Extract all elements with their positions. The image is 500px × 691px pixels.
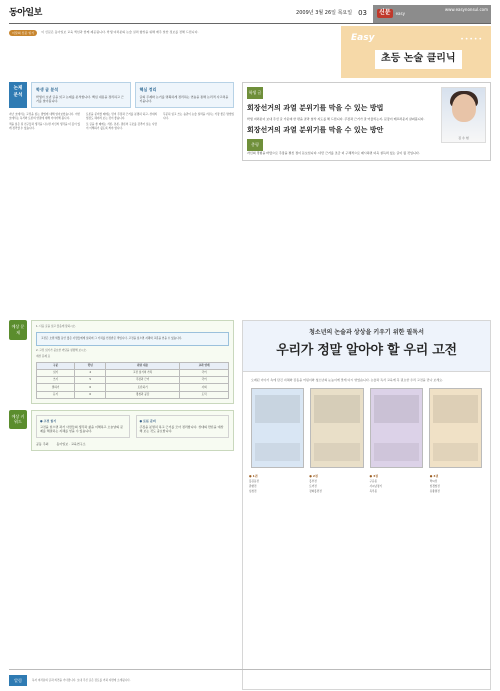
expected-keywords (9, 410, 234, 451)
book-covers (251, 388, 482, 468)
site-url[interactable]: www.easynonsul.com (444, 7, 488, 12)
left-column (9, 82, 234, 312)
expected-questions-panel (31, 320, 234, 404)
table-header: 교과 연계 (180, 363, 229, 370)
book-list-item: 유충렬전 (429, 489, 440, 493)
book-cover[interactable] (429, 388, 482, 468)
panel-2-title: 핵심 정리 (139, 87, 157, 92)
table-cell: 도덕 (180, 391, 229, 398)
issue-date: 2009년 3월 26일 목요일 (296, 9, 353, 16)
analysis-panel-2 (135, 82, 235, 108)
notice-badge: 이달의 신문 읽기 (9, 30, 37, 36)
book-list-item: 심청전 (249, 489, 257, 493)
masthead (9, 4, 491, 24)
sponsor (36, 442, 229, 446)
expected-questions (9, 320, 234, 404)
keyword-box-2-text: 주장을 분명히 하고 근거를 모아 정리합니다. 상대의 반론을 예상해 보는 것도 중요합니다. (139, 424, 224, 434)
book-list (370, 474, 424, 495)
table-cell: 4 (75, 370, 106, 377)
book-list-item: 구운몽 (369, 480, 378, 484)
book-cover[interactable] (310, 388, 363, 468)
book-list-items (309, 480, 363, 493)
panel-1-text: 학생이 보낸 글을 읽고 논제를 분석합니다. 핵심 내용을 정리하고 근거를 찾아봅니다. (36, 94, 124, 104)
analysis-panel-1 (31, 82, 131, 108)
dots-decoration: ••••• (460, 36, 483, 43)
expected-keywords-panel (31, 410, 234, 451)
table-cell: 고전 읽기의 가치 (106, 370, 180, 377)
essay-headline-2: 회장선거의 과열 분위기를 막을 수 있는 방안 (247, 126, 384, 135)
article-body (9, 113, 234, 130)
easy-panel (341, 26, 491, 78)
lower-left (9, 320, 234, 690)
book-promo (242, 320, 491, 690)
book-art (255, 395, 300, 423)
book-list-items (430, 480, 484, 493)
article-paragraph: 책을 읽은 뒤 친구들과 생각을 나누면 자신의 생각을 더 깊이 있게 정리할 수 있습니다. (9, 122, 80, 130)
table-header-row (37, 363, 229, 370)
review-text: 자신의 경험을 바탕으로 주장을 펼친 점이 돋보입니다. 다만 근거를 조금 더 구체적으로 제시하면 더욱 설득력 있는 글이 될 것입니다. (247, 151, 420, 156)
book-list (249, 474, 303, 495)
table-row (37, 377, 229, 384)
brand-badge: 신문 (379, 9, 391, 17)
analysis-box (9, 82, 234, 108)
keyword-box-1 (36, 415, 130, 438)
author-face (452, 94, 476, 122)
brand-text: easy (395, 10, 405, 16)
review-label: 총평 (247, 139, 263, 151)
right-column (242, 82, 491, 312)
question-2: 2. 고전 읽기가 중요한 까닭을 설명해 보시오. (36, 348, 87, 352)
book-lists (243, 474, 490, 495)
table-header: 관련 내용 (106, 363, 180, 370)
promo-description: 오래된 이야기 속에 담긴 지혜와 감동을 어린이와 청소년의 눈높이에 맞게 다시 엮었습니다. 논술과 독서 교육에 꼭 필요한 우리 고전을 만나 보세요. (251, 377, 443, 382)
author-name: 김 수 현 (458, 135, 469, 140)
book-list-item: 장화홍련전 (309, 489, 322, 493)
article-paragraph: 지난 호에서는 고전을 읽는 방법에 대해 알아보았습니다. 이번 호에서는 독서와 토론의 연결에 대해 이야기해 봅니다. (9, 113, 80, 121)
promo-header (243, 321, 490, 372)
footer-text: 독자 여러분의 글과 의견을 기다립니다. 보내 주신 글은 검토를 거쳐 지면에 소개됩니다. (32, 678, 131, 682)
table-row (37, 370, 229, 377)
book-list-title: ● 1권 (249, 473, 258, 478)
book-art (374, 443, 419, 461)
book-list-item: 임경업전 (429, 484, 440, 488)
question-1-quote: 고전은 오랜 세월 동안 많은 사람들에게 읽히며 그 가치를 인정받은 책입니다. 고전을 읽으면 지혜와 교훈을 얻을 수 있습니다. (36, 332, 229, 346)
book-list-title: ● 3권 (369, 473, 379, 478)
book-art (433, 395, 478, 423)
book-list (309, 474, 363, 495)
book-list-items (249, 480, 303, 493)
banner-left (9, 26, 341, 78)
book-list-item: 홍길동전 (249, 480, 260, 484)
article-paragraph: 또 글을 쓸 때에는 서론, 본론, 결론의 구조를 갖추어 읽는 사람이 이해하기 쉽도록 써야 합니다. (86, 122, 157, 130)
book-list (430, 474, 484, 495)
book-list-item: 사씨남정기 (369, 484, 383, 488)
main-section (9, 82, 491, 312)
table-caption: 예상 문제 표 (36, 355, 51, 359)
book-list-item: 박씨전 (429, 480, 438, 484)
notice-row (9, 30, 341, 36)
newspaper-logo: 동아일보 (9, 7, 42, 18)
table-row (37, 384, 229, 391)
book-list-title: ● 4권 (429, 473, 439, 478)
lower-section (9, 320, 491, 690)
table-header: 학년 (75, 363, 106, 370)
article-paragraph: 토론을 준비할 때에는 먼저 주장과 근거를 분명히 하고, 상대의 입장도 헤아려 보는 것이 좋습니다. (86, 113, 157, 121)
panel-1-title: 학생 글 분석 (36, 87, 59, 92)
author-photo (441, 87, 486, 143)
promo-title: 우리가 정말 알아야 할 우리 고전 (276, 342, 457, 358)
keyword-boxes (36, 415, 229, 438)
book-art (314, 443, 359, 461)
keyword-box-1-title: ● 고전 읽기 (40, 418, 57, 423)
essay-headline-1: 회장선거의 과열 분위기를 막을 수 있는 방법 (247, 103, 384, 112)
panel-2-text: 글의 주제와 논거를 명확하게 정리하는 연습을 통해 논리적 사고력을 키웁니다. (139, 94, 229, 104)
table-cell: 말하기 (37, 384, 75, 391)
table-cell: 6 (75, 384, 106, 391)
banner (9, 26, 491, 78)
book-art (314, 395, 359, 423)
essay-text-1: 학생 여러분이 보내 주신 글 가운데 한 편을 골라 첨삭 지도를 해 드립니다. 주장과 근거가 잘 어울리는지, 문장이 매끄러운지 살펴봅니다. (247, 116, 425, 121)
column-title: 초등 논술 클리닉 (375, 50, 462, 69)
sponsor-name: 동아일보 · 교육연구소 (56, 441, 86, 446)
student-essay-label: 학생 글 (247, 87, 263, 99)
question-table (36, 362, 229, 399)
table-cell: 국어 (180, 370, 229, 377)
expected-keywords-band: 예상 키워드 (9, 410, 27, 430)
book-art (433, 443, 478, 461)
book-list-title: ● 2권 (309, 473, 318, 478)
table-cell: 토론하기 (106, 384, 180, 391)
sponsor-label: 공동 주최 (36, 441, 49, 446)
table-cell: 읽기 (37, 370, 75, 377)
table-row (37, 391, 229, 398)
page-number: 03 (358, 9, 367, 18)
footer-band: 알림 (9, 675, 27, 687)
table-cell: 주장과 근거 (106, 377, 180, 384)
book-list-item: 옥루몽 (369, 489, 378, 493)
table-cell: 사회 (180, 384, 229, 391)
keyword-box-2 (136, 415, 230, 438)
table-cell: 경청과 공감 (106, 391, 180, 398)
question-1: 1. 다음 글을 읽고 물음에 답하시오. (36, 325, 76, 328)
table-cell: 6 (75, 391, 106, 398)
easy-tag: Easy (351, 33, 375, 43)
book-list-item: 춘향전 (249, 484, 257, 488)
book-list-items (370, 480, 424, 493)
book-cover[interactable] (370, 388, 423, 468)
table-cell: 듣기 (37, 391, 75, 398)
expected-questions-band: 예상 문제 (9, 320, 27, 340)
keyword-box-2-title: ● 토론 준비 (139, 418, 156, 423)
banner-right (341, 26, 491, 78)
table-header: 구분 (37, 363, 75, 370)
article-paragraph: 꾸준히 읽고 쓰는 습관이 논술 실력을 키우는 가장 좋은 방법입니다. (163, 113, 234, 121)
book-cover[interactable] (251, 388, 304, 468)
footer (9, 669, 491, 691)
keyword-box-1-text: 고전을 읽으면 과거 사람들의 생각과 삶을 이해하고 오늘날의 문제를 해결하는 지혜를 얻을 수 있습니다. (40, 424, 123, 434)
table-cell: 쓰기 (37, 377, 75, 384)
book-list-item: 토끼전 (309, 484, 317, 488)
book-art (374, 395, 419, 423)
table-cell: 5 (75, 377, 106, 384)
book-art (255, 443, 300, 461)
student-essay-box (242, 82, 491, 161)
book-list-item: 흥부전 (309, 480, 317, 484)
analysis-sideband: 논제 분석 (9, 82, 27, 108)
promo-subtitle: 청소년의 논술과 상상을 키우기 위한 필독서 (309, 329, 424, 336)
notice-text: 이 신문은 동아일보 교육 섹션과 함께 제공됩니다. 학생 여러분의 논술 실력 향상을 위해 매주 알찬 정보를 전해 드립니다. (41, 30, 199, 34)
table-cell: 국어 (180, 377, 229, 384)
